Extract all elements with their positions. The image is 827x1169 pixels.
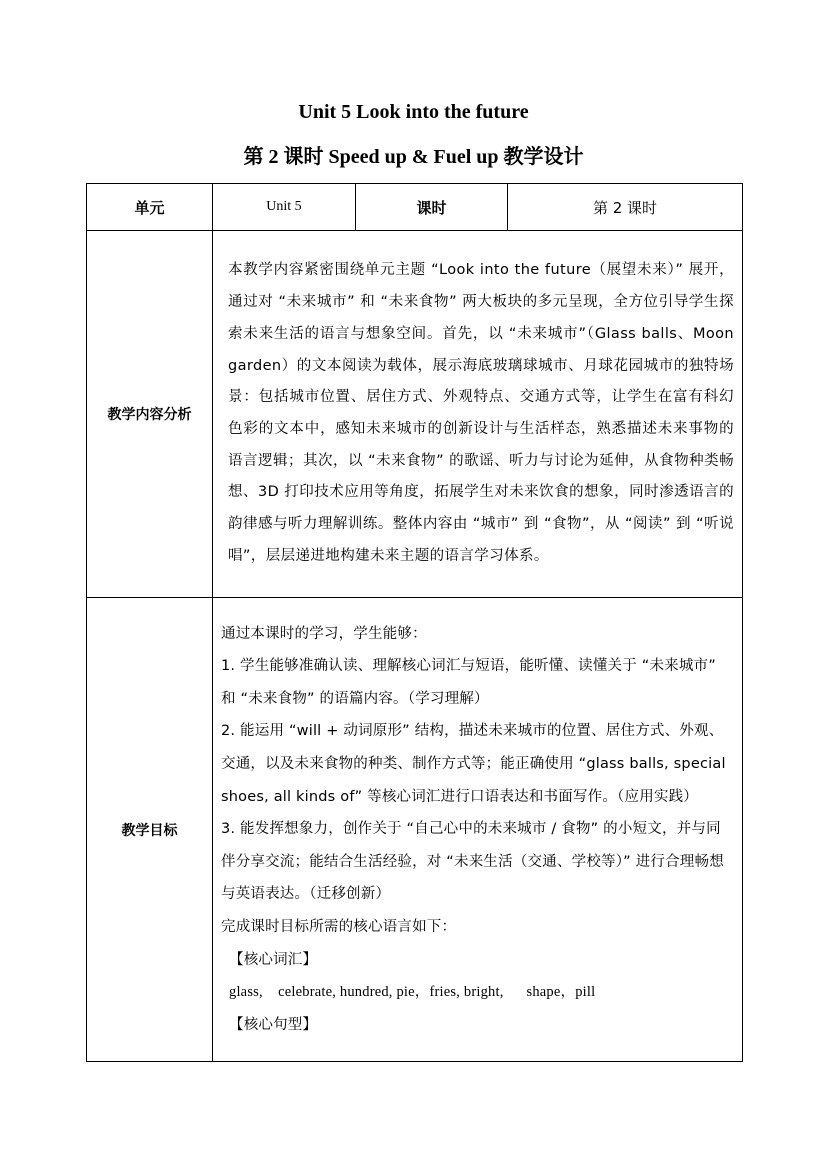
goal-item-2: 2. 能运用 “will + 动词原形” 结构，描述未来城市的位置、居住方式、外观、交通，以及未来食物的种类、制作方式等；能正确使用 “glass balls, special shoes, all kinds of” 等核心词汇进行口语表达和书面写作。（应用实践） <box>221 723 726 805</box>
unit-header-cell: 单元 <box>87 184 213 231</box>
sentence-heading: 【核心句型】 <box>229 1016 318 1033</box>
goal-item-3: 3. 能发挥想象力，创作关于 “自己心中的未来城市 / 食物” 的小短文，并与同伴分享交流；能结合生活经验，对 “未来生活（交通、学校等）” 进行合理畅想与英语表达。（迁移创新） <box>221 821 724 903</box>
vocab-words: glass, celebrate, hundred, pie，fries, bright, shape，pill <box>229 984 596 1001</box>
lesson-value-cell: 第 2 课时 <box>508 184 743 231</box>
lesson-plan-table <box>86 183 743 1062</box>
vocab-heading: 【核心词汇】 <box>229 951 318 968</box>
lesson-header-cell: 课时 <box>356 184 508 231</box>
analysis-label-cell: 教学内容分析 <box>87 231 213 598</box>
goals-row <box>87 598 743 1062</box>
goals-label-cell: 教学目标 <box>87 598 213 1062</box>
document-subtitle: 第 2 课时 Speed up & Fuel up 教学设计 <box>243 146 584 168</box>
document-title: Unit 5 Look into the future <box>298 101 529 123</box>
goals-content-cell <box>213 598 743 1062</box>
analysis-text-cell: 本教学内容紧密围绕单元主题 “Look into the future（展望未来）” 展开，通过对 “未来城市” 和 “未来食物” 两大板块的多元呈现，全方位引导学生探索未来生活的语言与想象空间。首先，以 “未来城市”（Glass balls、Moon garden）的文本阅读为载体，展示海底玻璃球城市、月球花园城市的独特场景：包括城市位置、居住方式、外观特点、交通方式等，让学生在富有科幻色彩的文本中，感知未来城市的创新设计与生活样态，熟悉描述未来事物的语言逻辑；其次，以 “未来食物” 的歌谣、听力与讨论为延伸，从食物种类畅想、3D 打印技术应用等角度，拓展学生对未来饮食的想象，同时渗透语言的韵律感与听力理解训练。整体内容由 “城市” 到 “食物”，从 “阅读” 到 “听说唱”，层层递进地构建未来主题的语言学习体系。 <box>213 231 743 598</box>
goals-intro: 通过本课时的学习，学生能够： <box>221 625 427 642</box>
core-language-intro: 完成课时目标所需的核心语言如下： <box>221 918 457 935</box>
unit-value-cell: Unit 5 <box>213 184 356 231</box>
analysis-row <box>87 231 743 598</box>
goal-item-1: 1. 学生能够准确认读、理解核心词汇与短语，能听懂、读懂关于 “未来城市” 和 “未来食物” 的语篇内容。（学习理解） <box>221 658 716 707</box>
header-row <box>87 184 743 231</box>
